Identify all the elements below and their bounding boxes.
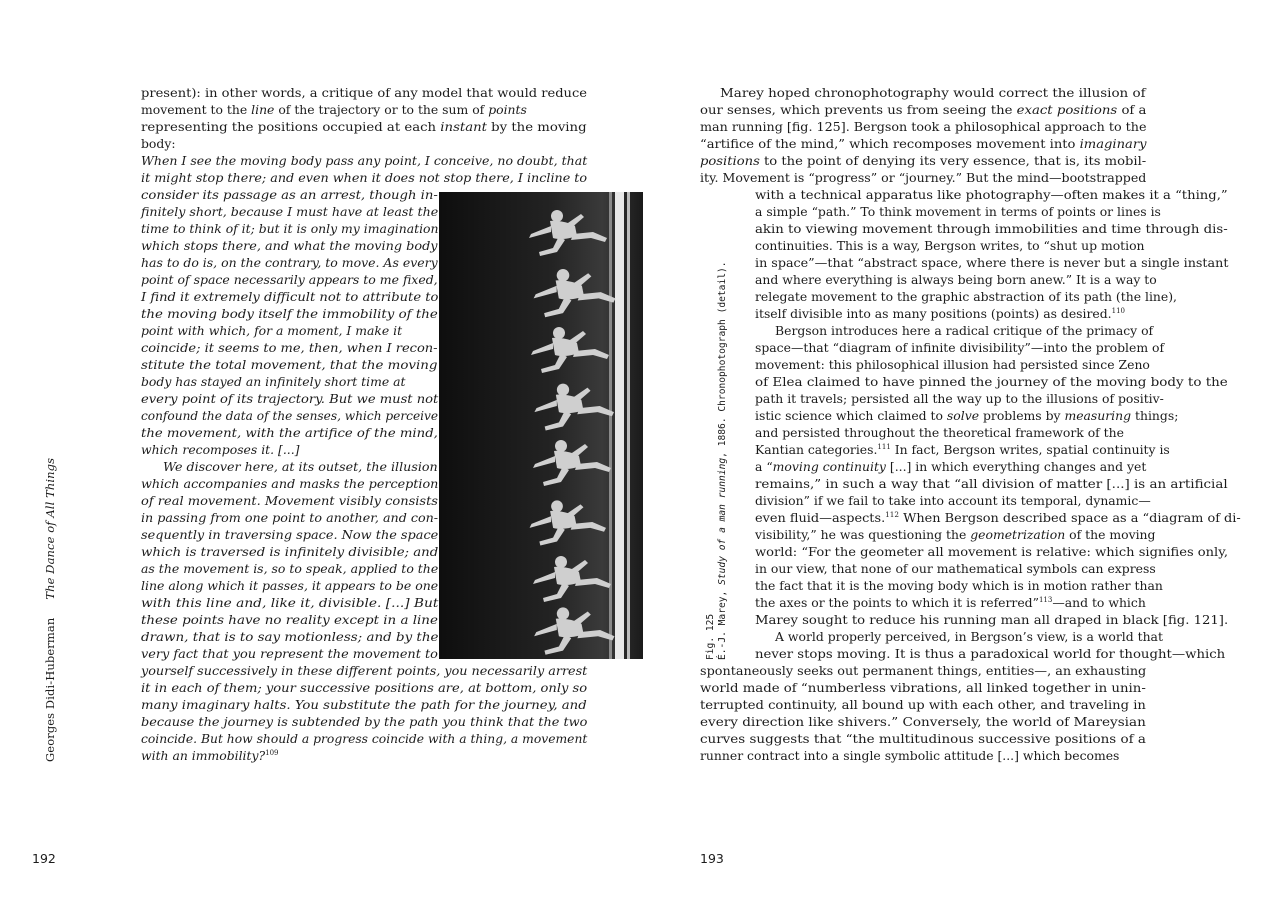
text-run: time to think of it; but it is only my imagination bbox=[141, 221, 439, 236]
text-line bbox=[755, 492, 1151, 509]
text-run: which recomposes it. [...] bbox=[141, 442, 300, 457]
text-run: geometrization bbox=[970, 527, 1066, 542]
text-line bbox=[755, 611, 1228, 628]
text-run: We discover here, at its outset, the illusion bbox=[163, 459, 438, 474]
text-run: world made of “numberless vibrations, all linked together in unin- bbox=[700, 680, 1146, 695]
text-run: Kantian categories. bbox=[755, 442, 878, 457]
text-run: of a bbox=[1117, 102, 1147, 117]
text-line bbox=[755, 424, 1124, 441]
text-run: yourself successively in these different points, you necessarily arrest bbox=[141, 663, 588, 678]
caption-title: Study of a man running bbox=[717, 457, 728, 585]
text-line bbox=[755, 458, 1146, 475]
text-line bbox=[141, 237, 438, 254]
text-line bbox=[141, 730, 587, 747]
text-run: which accompanies and masks the perception bbox=[141, 476, 439, 491]
text-line bbox=[755, 560, 1156, 577]
text-line bbox=[141, 322, 402, 339]
text-run: has to do is, on the contrary, to move. As every bbox=[141, 255, 438, 270]
text-run: even fluid—aspects. bbox=[755, 510, 886, 525]
text-run: drawn, that is to say motionless; and by the bbox=[141, 629, 439, 644]
text-run: with a technical apparatus like photography—often makes it a “thing,” bbox=[755, 187, 1228, 202]
text-line bbox=[141, 152, 587, 169]
text-line bbox=[755, 407, 1178, 424]
text-line bbox=[141, 220, 438, 237]
text-line bbox=[141, 288, 438, 305]
text-run: istic science which claimed to bbox=[755, 408, 947, 423]
text-run: line along which it passes, it appears to be one bbox=[141, 578, 439, 593]
text-run: which is traversed is infinitely divisible; and bbox=[141, 544, 439, 559]
text-run: movement: this philosophical illusion had persisted since Zeno bbox=[755, 357, 1150, 372]
text-run: akin to viewing movement through immobilities and time through dis- bbox=[755, 221, 1228, 236]
text-run: these points have no reality except in a line bbox=[141, 612, 438, 627]
text-run: Marey hoped chronophotography would correct the illusion of bbox=[720, 85, 1146, 100]
text-line bbox=[700, 662, 1146, 679]
text-line bbox=[141, 577, 438, 594]
text-run: which stops there, and what the moving body bbox=[141, 238, 438, 253]
text-line bbox=[755, 220, 1228, 237]
text-line bbox=[775, 322, 1153, 339]
text-run: exact positions bbox=[1016, 102, 1118, 117]
text-run: body has stayed an infinitely short time at bbox=[141, 374, 406, 389]
text-run: positions bbox=[700, 153, 760, 168]
text-run: division” if we fail to take into account its temporal, dynamic— bbox=[755, 493, 1151, 508]
text-run: curves suggests that “the multitudinous successive positions of a bbox=[700, 731, 1146, 746]
text-line bbox=[755, 356, 1150, 373]
text-line bbox=[141, 662, 587, 679]
text-run: by the moving bbox=[486, 119, 587, 134]
text-run: [...] in which everything changes and yet bbox=[885, 459, 1147, 474]
text-run: confound the data of the senses, which perceive bbox=[141, 408, 439, 423]
footnote-ref: 109 bbox=[265, 749, 279, 757]
text-line bbox=[700, 135, 1146, 152]
text-run: of Elea claimed to have pinned the journey of the moving body to the bbox=[755, 374, 1228, 389]
text-run: line bbox=[251, 102, 275, 117]
text-line bbox=[141, 101, 527, 118]
text-run: —and to which bbox=[1052, 595, 1146, 610]
text-run: stitute the total movement, that the moving bbox=[141, 357, 438, 372]
caption-details: , 1886. Chronophotograph (detail). bbox=[717, 261, 728, 458]
text-run: moving continuity bbox=[772, 459, 886, 474]
text-run: very fact that you represent the movement to bbox=[141, 646, 438, 661]
text-line bbox=[700, 118, 1147, 135]
text-run: points bbox=[488, 102, 527, 117]
text-run: of real movement. Movement visibly consists bbox=[141, 493, 438, 508]
text-line bbox=[755, 645, 1225, 662]
text-line bbox=[141, 696, 587, 713]
text-line bbox=[755, 271, 1157, 288]
running-head-author: Georges Didi-Huberman bbox=[43, 617, 57, 762]
text-line bbox=[700, 730, 1146, 747]
figure-caption bbox=[705, 261, 729, 660]
text-run: of the moving bbox=[1065, 527, 1156, 542]
text-run: present): in other words, a critique of any model that would reduce bbox=[141, 85, 587, 100]
text-run: many imaginary halts. You substitute the path for the journey, and bbox=[141, 697, 587, 712]
text-run: relegate movement to the graphic abstraction of its path (the line), bbox=[755, 289, 1177, 304]
text-run: the fact that it is the moving body which is in motion rather than bbox=[755, 578, 1163, 593]
text-run: in space”—that “abstract space, where there is never but a single instant bbox=[755, 255, 1229, 270]
text-line bbox=[141, 713, 587, 730]
text-run: A world properly perceived, in Bergson’s view, is a world that bbox=[775, 629, 1163, 644]
text-run: movement to the bbox=[141, 102, 252, 117]
text-line bbox=[141, 305, 438, 322]
running-head bbox=[43, 458, 57, 762]
text-line bbox=[141, 203, 438, 220]
text-line bbox=[141, 492, 438, 509]
text-line bbox=[755, 526, 1155, 543]
text-run: a simple “path.” To think movement in terms of points or lines is bbox=[755, 204, 1161, 219]
text-line bbox=[141, 339, 438, 356]
text-run: problems by bbox=[979, 408, 1065, 423]
text-line bbox=[141, 611, 438, 628]
text-line bbox=[755, 186, 1228, 203]
text-run: instant bbox=[440, 119, 487, 134]
text-run: visibility,” he was questioning the bbox=[755, 527, 971, 542]
text-line bbox=[755, 288, 1177, 305]
text-run: path it travels; persisted all the way up to the illusions of positiv- bbox=[755, 391, 1164, 406]
text-run: a “ bbox=[755, 459, 773, 474]
text-run: every point of its trajectory. But we must not bbox=[141, 391, 439, 406]
text-run: world: “For the geometer all movement is relative: which signifies only, bbox=[755, 544, 1229, 559]
text-line bbox=[755, 543, 1228, 560]
text-run: it in each of them; your successive positions are, at bottom, only so bbox=[141, 680, 588, 695]
text-run: itself divisible into as many positions (points) as desired. bbox=[755, 306, 1112, 321]
text-run: runner contract into a single symbolic attitude [...] which becomes bbox=[700, 748, 1120, 763]
text-run: sequently in traversing space. Now the space bbox=[141, 527, 439, 542]
text-run: Bergson introduces here a radical critique of the primacy of bbox=[775, 323, 1154, 338]
footnote-ref: 112 bbox=[885, 511, 900, 519]
text-line bbox=[700, 747, 1119, 764]
text-run: coincide; it seems to me, then, when I recon- bbox=[141, 340, 438, 355]
text-line bbox=[141, 271, 438, 288]
running-head-title: The Dance of All Things bbox=[43, 457, 57, 600]
text-run: representing the positions occupied at each bbox=[141, 119, 441, 134]
text-line bbox=[141, 560, 438, 577]
text-run: in our view, that none of our mathematical symbols can express bbox=[755, 561, 1156, 576]
text-run: consider its passage as an arrest, though in- bbox=[141, 187, 438, 202]
text-line bbox=[141, 679, 587, 696]
text-run: I find it extremely difficult not to attribute to bbox=[141, 289, 439, 304]
text-line bbox=[755, 203, 1161, 220]
text-run: as the movement is, so to speak, applied to the bbox=[141, 561, 439, 576]
text-line bbox=[163, 458, 438, 475]
text-line bbox=[141, 645, 438, 662]
text-line bbox=[775, 628, 1163, 645]
text-line bbox=[755, 339, 1164, 356]
text-line bbox=[141, 509, 438, 526]
chronophotograph-image bbox=[439, 192, 643, 659]
text-run: coincide. But how should a progress coincide with a thing, a movement bbox=[141, 731, 588, 746]
figure-number: Fig. 125 bbox=[705, 613, 716, 660]
text-line bbox=[755, 577, 1163, 594]
text-line bbox=[700, 696, 1146, 713]
text-run: point of space necessarily appears to me fixed, bbox=[141, 272, 438, 287]
text-run: spontaneously seeks out permanent things, entities—, an exhausting bbox=[700, 663, 1147, 678]
text-line bbox=[755, 237, 1145, 254]
text-line bbox=[700, 679, 1146, 696]
text-line bbox=[755, 509, 1241, 526]
text-run: continuities. This is a way, Bergson writes, to “shut up motion bbox=[755, 238, 1145, 253]
text-line bbox=[700, 169, 1146, 186]
text-line bbox=[141, 424, 438, 441]
text-line bbox=[141, 118, 587, 135]
text-run: because the journey is subtended by the path you think that the two bbox=[141, 714, 588, 729]
text-run: and persisted throughout the theoretical framework of the bbox=[755, 425, 1124, 440]
text-run: our senses, which prevents us from seeing the bbox=[700, 102, 1017, 117]
text-line bbox=[141, 441, 300, 458]
text-run: Marey sought to reduce his running man all draped in black [fig. 121]. bbox=[755, 612, 1229, 627]
text-line bbox=[755, 373, 1228, 390]
figure-caption-text bbox=[717, 261, 729, 660]
text-line bbox=[141, 373, 406, 390]
text-line bbox=[141, 526, 438, 543]
text-run: ity. Movement is “progress” or “journey.” But the mind—bootstrapped bbox=[700, 170, 1147, 185]
text-run: things; bbox=[1131, 408, 1179, 423]
text-run: finitely short, because I must have at least the bbox=[141, 204, 439, 219]
text-line bbox=[141, 543, 438, 560]
text-run: every direction like shivers.” Conversely, the world of Mareysian bbox=[700, 714, 1146, 729]
text-run: solve bbox=[946, 408, 980, 423]
text-run: In fact, Bergson writes, spatial continuity is bbox=[890, 442, 1170, 457]
text-run: measuring bbox=[1064, 408, 1132, 423]
text-line bbox=[141, 747, 279, 764]
text-line bbox=[141, 186, 438, 203]
text-line bbox=[141, 254, 438, 271]
text-run: space—that “diagram of infinite divisibility”—into the problem of bbox=[755, 340, 1165, 355]
text-run: body: bbox=[141, 136, 176, 151]
text-line bbox=[755, 390, 1164, 407]
text-run: the movement, with the artifice of the mind, bbox=[141, 425, 438, 440]
text-line bbox=[141, 135, 176, 152]
text-line bbox=[755, 475, 1228, 492]
text-line bbox=[141, 475, 438, 492]
text-run: in passing from one point to another, and con- bbox=[141, 510, 439, 525]
text-run: terrupted continuity, all bound up with each other, and traveling in bbox=[700, 697, 1146, 712]
text-run: man running [fig. 125]. Bergson took a philosophical approach to the bbox=[700, 119, 1147, 134]
text-line bbox=[141, 628, 438, 645]
text-run: with an immobility? bbox=[141, 748, 266, 763]
text-run: remains,” in such a way that “all division of matter [...] is an artificial bbox=[755, 476, 1228, 491]
text-line bbox=[755, 594, 1146, 611]
text-line bbox=[141, 594, 438, 611]
text-line bbox=[141, 356, 437, 373]
text-run: When I see the moving body pass any point, I conceive, no doubt, that bbox=[141, 153, 588, 168]
text-line bbox=[700, 101, 1146, 118]
text-line bbox=[755, 441, 1170, 458]
text-line bbox=[141, 84, 587, 101]
text-run: “artifice of the mind,” which recomposes movement into bbox=[700, 136, 1080, 151]
text-run: and where everything is always being born anew.” It is a way to bbox=[755, 272, 1157, 287]
text-run: When Bergson described space as a “diagram of di- bbox=[899, 510, 1241, 525]
text-line bbox=[141, 407, 438, 424]
footnote-ref: 111 bbox=[877, 443, 891, 451]
footnote-ref: 113 bbox=[1038, 596, 1053, 604]
footnote-ref: 110 bbox=[1111, 307, 1125, 315]
text-run: with this line and, like it, divisible. [...] But bbox=[141, 595, 439, 610]
text-line bbox=[700, 152, 1146, 169]
text-run: of the trajectory or to the sum of bbox=[274, 102, 489, 117]
right-page-number: 193 bbox=[700, 851, 724, 866]
text-line bbox=[700, 713, 1146, 730]
caption-author: É.-J. Marey, bbox=[717, 584, 728, 660]
text-run: imaginary bbox=[1079, 136, 1147, 151]
text-line bbox=[141, 169, 587, 186]
text-run: point with which, for a moment, I make it bbox=[141, 323, 403, 338]
text-run: to the point of denying its very essence, that is, its mobil- bbox=[759, 153, 1147, 168]
text-line bbox=[755, 305, 1125, 322]
text-run: it might stop there; and even when it does not stop there, I incline to bbox=[141, 170, 588, 185]
text-line bbox=[720, 84, 1146, 101]
text-line bbox=[141, 390, 438, 407]
left-page-number: 192 bbox=[32, 851, 56, 866]
text-run: the moving body itself the immobility of the bbox=[141, 306, 438, 321]
text-run: never stops moving. It is thus a paradoxical world for thought—which bbox=[755, 646, 1226, 661]
text-run: the axes or the points to which it is referred” bbox=[755, 595, 1039, 610]
text-line bbox=[755, 254, 1228, 271]
